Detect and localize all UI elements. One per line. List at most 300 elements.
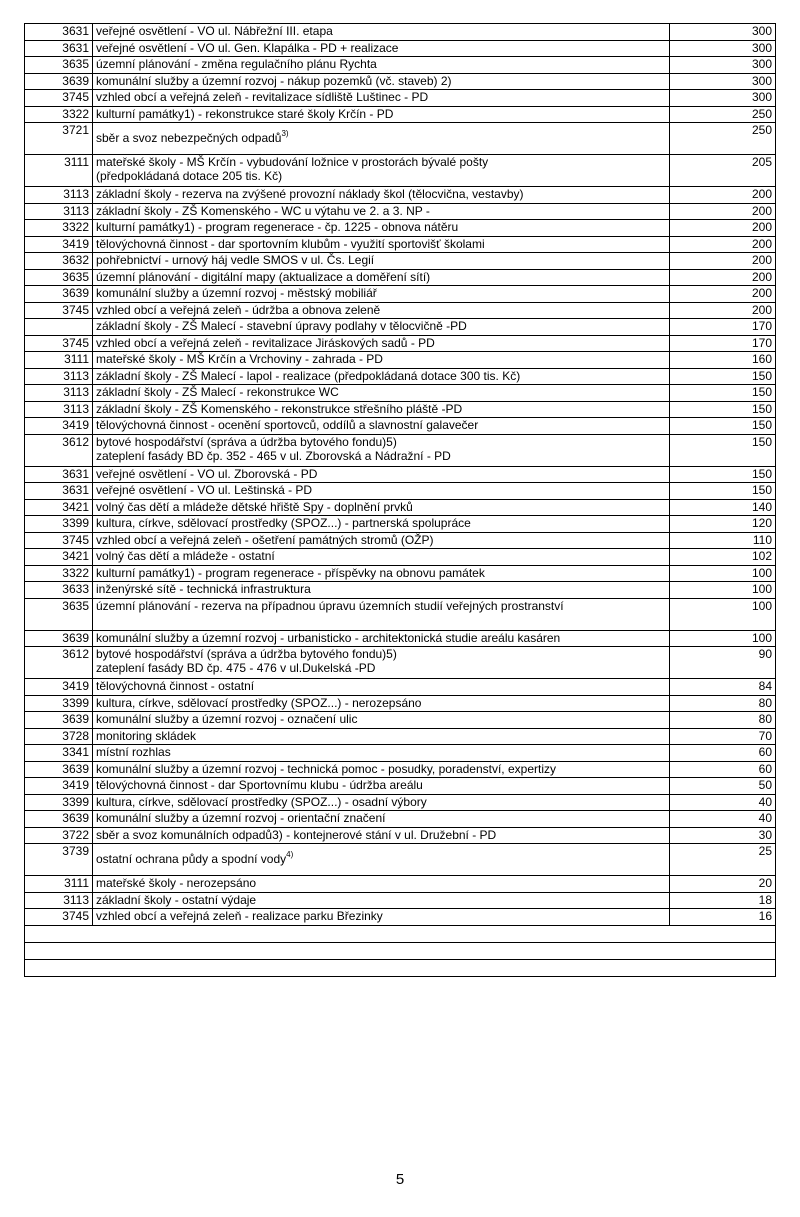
- amount-cell: 60: [670, 761, 776, 778]
- description-line: veřejné osvětlení - VO ul. Nábřežní III. etapa: [96, 24, 333, 38]
- table-row: [25, 712, 776, 729]
- paragraph-code-cell: 3322: [25, 220, 93, 237]
- amount-cell: 102: [670, 549, 776, 566]
- paragraph-code-cell: 3631: [25, 40, 93, 57]
- description-line: tělovýchovná činnost - dar Sportovnímu klubu - údržba areálu: [96, 778, 423, 792]
- description-cell: [93, 630, 670, 647]
- description-cell: [93, 155, 670, 187]
- description-cell: [93, 319, 670, 336]
- description-line: tělovýchovná činnost - dar sportovním klubům - využití sportovišť školami: [96, 236, 485, 251]
- description-line: kultura, církve, sdělovací prostředky (SPOZ...) - nerozepsáno: [96, 695, 422, 710]
- empty-cell: [25, 942, 776, 959]
- paragraph-code-cell: 3631: [25, 483, 93, 500]
- table-row: [25, 811, 776, 828]
- description-cell: [93, 549, 670, 566]
- description-line: volný čas dětí a mládeže - ostatní: [96, 549, 275, 563]
- description-line: základní školy - ostatní výdaje: [96, 892, 257, 907]
- amount-cell: 80: [670, 695, 776, 712]
- description-text: [96, 187, 666, 201]
- description-text: [96, 204, 666, 218]
- paragraph-code-cell: 3113: [25, 385, 93, 402]
- description-line: územní plánování - změna regulačního plánu Rychta: [96, 57, 377, 71]
- amount-cell: 170: [670, 335, 776, 352]
- description-text: [96, 647, 666, 661]
- description-line: sběr a svoz komunálních odpadů3) - kontejnerové stání v ul. Družební - PD: [96, 827, 497, 842]
- table-row: [25, 352, 776, 369]
- amount-cell: 200: [670, 253, 776, 270]
- amount-cell: 140: [670, 499, 776, 516]
- paragraph-code-cell: 3639: [25, 630, 93, 647]
- paragraph-code-cell: 3745: [25, 532, 93, 549]
- description-text: [96, 155, 666, 169]
- description-text: [96, 483, 666, 497]
- paragraph-code-cell: 3113: [25, 187, 93, 204]
- table-row: [25, 269, 776, 286]
- description-line: komunální služby a územní rozvoj - technická pomoc - posudky, poradenství, expertizy: [96, 761, 556, 776]
- description-line: pohřebnictví - urnový háj vedle SMOS v ul. Čs. Legií: [96, 253, 375, 267]
- budget-table: [24, 23, 776, 977]
- description-cell: [93, 236, 670, 253]
- description-cell: [93, 203, 670, 220]
- paragraph-code-cell: 3639: [25, 712, 93, 729]
- description-text: [96, 418, 666, 432]
- amount-cell: 150: [670, 368, 776, 385]
- paragraph-code-cell: 3113: [25, 401, 93, 418]
- description-text: [96, 778, 666, 792]
- description-text: [96, 876, 666, 890]
- paragraph-code-cell: 3739: [25, 844, 93, 876]
- description-cell: [93, 876, 670, 893]
- description-cell: [93, 73, 670, 90]
- paragraph-code-cell: 3728: [25, 728, 93, 745]
- empty-row: [25, 959, 776, 976]
- description-cell: [93, 761, 670, 778]
- amount-cell: 80: [670, 712, 776, 729]
- amount-cell: 18: [670, 892, 776, 909]
- paragraph-code-cell: 3113: [25, 368, 93, 385]
- table-row: [25, 286, 776, 303]
- description-line: mateřské školy - nerozepsáno: [96, 876, 257, 890]
- description-line: kulturní památky1) - program regenerace - čp. 1225 - obnova nátěru: [96, 220, 459, 234]
- description-text: [96, 909, 666, 923]
- description-line: tělovýchovná činnost - ocenění sportovců, oddílů a slavnostní galavečer: [96, 418, 479, 432]
- description-line: vzhled obcí a veřejná zeleň - realizace parku Březinky: [96, 909, 383, 923]
- amount-cell: 100: [670, 582, 776, 599]
- description-text: [96, 729, 666, 743]
- amount-cell: 120: [670, 516, 776, 533]
- table-row: [25, 40, 776, 57]
- paragraph-code-cell: 3111: [25, 155, 93, 187]
- description-text: [96, 679, 666, 693]
- description-line: základní školy - ZŠ Malecí - stavební úpravy podlahy v tělocvičně -PD: [96, 319, 467, 333]
- amount-cell: 150: [670, 418, 776, 435]
- amount-cell: 300: [670, 73, 776, 90]
- description-cell: [93, 335, 670, 352]
- table-row: [25, 647, 776, 679]
- description-text: [96, 402, 666, 416]
- table-row: [25, 434, 776, 466]
- paragraph-code-cell: 3399: [25, 516, 93, 533]
- table-row: [25, 549, 776, 566]
- paragraph-code-cell: 3322: [25, 565, 93, 582]
- table-row: [25, 418, 776, 435]
- description-cell: [93, 728, 670, 745]
- description-line: základní školy - rezerva na zvýšené provozní náklady škol (tělocvična, vestavby): [96, 187, 524, 201]
- page-number: 5: [395, 1171, 405, 1188]
- description-cell: [93, 123, 670, 155]
- empty-cell: [25, 959, 776, 976]
- paragraph-code-cell: 3612: [25, 647, 93, 679]
- amount-cell: 30: [670, 827, 776, 844]
- paragraph-code-cell: 3722: [25, 827, 93, 844]
- description-line: volný čas dětí a mládeže dětské hřiště Spy - doplnění prvků: [96, 499, 413, 514]
- table-row: [25, 368, 776, 385]
- paragraph-code-cell: 3632: [25, 253, 93, 270]
- description-text: [96, 41, 666, 55]
- paragraph-code-cell: 3631: [25, 24, 93, 41]
- amount-cell: 60: [670, 745, 776, 762]
- amount-cell: 205: [670, 155, 776, 187]
- description-text: [96, 90, 666, 104]
- description-line: komunální služby a územní rozvoj - označení ulic: [96, 712, 358, 726]
- paragraph-code-cell: [25, 319, 93, 336]
- description-cell: [93, 24, 670, 41]
- table-row: [25, 761, 776, 778]
- footnote-marker: 3): [281, 129, 289, 138]
- amount-cell: 200: [670, 220, 776, 237]
- amount-cell: 160: [670, 352, 776, 369]
- description-line: vzhled obcí a veřejná zeleň - údržba a obnova zeleně: [96, 302, 381, 317]
- empty-row: [25, 925, 776, 942]
- table-row: [25, 844, 776, 876]
- amount-cell: 100: [670, 630, 776, 647]
- amount-cell: 300: [670, 40, 776, 57]
- table-row: [25, 876, 776, 893]
- description-line: základní školy - ZŠ Malecí - rekonstrukce WC: [96, 385, 339, 399]
- paragraph-code-cell: 3419: [25, 418, 93, 435]
- description-text: [96, 566, 666, 580]
- paragraph-code-cell: 3111: [25, 352, 93, 369]
- paragraph-code-cell: 3639: [25, 811, 93, 828]
- description-text: [96, 533, 666, 547]
- description-line: bytové hospodářství (správa a údržba bytového fondu)5): [96, 647, 397, 661]
- table-row: [25, 582, 776, 599]
- description-cell: [93, 598, 670, 630]
- description-line: komunální služby a územní rozvoj - urbanisticko - architektonická studie areálu kasáren: [96, 630, 561, 645]
- description-cell: [93, 582, 670, 599]
- table-row: [25, 516, 776, 533]
- description-text: [96, 828, 666, 842]
- paragraph-code-cell: 3633: [25, 582, 93, 599]
- description-text: [96, 286, 666, 300]
- table-row: [25, 728, 776, 745]
- amount-cell: 300: [670, 24, 776, 41]
- table-row: [25, 794, 776, 811]
- description-text: [96, 745, 666, 759]
- paragraph-code-cell: 3612: [25, 434, 93, 466]
- description-line: kultura, církve, sdělovací prostředky (SPOZ...) - partnerská spolupráce: [96, 516, 471, 530]
- description-cell: [93, 695, 670, 712]
- description-text: [96, 696, 666, 710]
- paragraph-code-cell: 3745: [25, 90, 93, 107]
- table-row: [25, 253, 776, 270]
- amount-cell: 25: [670, 844, 776, 876]
- description-cell: [93, 499, 670, 516]
- paragraph-code-cell: 3639: [25, 286, 93, 303]
- description-line: veřejné osvětlení - VO ul. Gen. Klapálka - PD + realizace: [96, 40, 399, 55]
- paragraph-code-cell: 3631: [25, 466, 93, 483]
- paragraph-code-cell: 3419: [25, 236, 93, 253]
- table-row: [25, 892, 776, 909]
- description-line: veřejné osvětlení - VO ul. Zborovská - PD: [96, 466, 318, 481]
- table-row: [25, 24, 776, 41]
- description-text: [96, 852, 666, 866]
- description-text: [96, 762, 666, 776]
- amount-cell: 100: [670, 598, 776, 630]
- description-cell: [93, 565, 670, 582]
- description-cell: [93, 385, 670, 402]
- amount-cell: 16: [670, 909, 776, 926]
- description-cell: [93, 269, 670, 286]
- description-text: [96, 319, 666, 333]
- description-text: [96, 24, 666, 38]
- table-row: [25, 630, 776, 647]
- description-text: [96, 712, 666, 726]
- description-text: [96, 107, 666, 121]
- paragraph-code-cell: 3635: [25, 269, 93, 286]
- paragraph-code-cell: 3399: [25, 794, 93, 811]
- paragraph-code-cell: 3745: [25, 302, 93, 319]
- description-cell: [93, 778, 670, 795]
- description-text: [96, 893, 666, 907]
- description-cell: [93, 40, 670, 57]
- description-cell: [93, 892, 670, 909]
- table-row: [25, 909, 776, 926]
- description-text: [96, 131, 666, 145]
- description-cell: [93, 434, 670, 466]
- table-row: [25, 57, 776, 74]
- description-cell: [93, 253, 670, 270]
- description-text: [96, 220, 666, 234]
- table-row: [25, 483, 776, 500]
- amount-cell: 70: [670, 728, 776, 745]
- description-text: [96, 467, 666, 481]
- paragraph-code-cell: 3745: [25, 335, 93, 352]
- paragraph-code-cell: 3113: [25, 892, 93, 909]
- description-cell: [93, 516, 670, 533]
- amount-cell: 150: [670, 401, 776, 418]
- table-row: [25, 203, 776, 220]
- amount-cell: 150: [670, 466, 776, 483]
- paragraph-code-cell: 3635: [25, 57, 93, 74]
- description-line-2: zateplení fasády BD čp. 475 - 476 v ul.Dukelská -PD: [96, 661, 376, 675]
- description-text: [96, 516, 666, 530]
- description-cell: [93, 90, 670, 107]
- description-cell: [93, 483, 670, 500]
- description-text: [96, 237, 666, 251]
- amount-cell: 200: [670, 203, 776, 220]
- description-line: komunální služby a územní rozvoj - orientační značení: [96, 811, 386, 825]
- description-cell: [93, 220, 670, 237]
- description-line: bytové hospodářství (správa a údržba bytového fondu)5): [96, 434, 397, 449]
- table-row: [25, 565, 776, 582]
- table-row: [25, 90, 776, 107]
- paragraph-code-cell: 3639: [25, 761, 93, 778]
- table-row: [25, 220, 776, 237]
- description-cell: [93, 712, 670, 729]
- description-line: základní školy - ZŠ Komenského - rekonstrukce střešního pláště -PD: [96, 401, 463, 416]
- amount-cell: 200: [670, 187, 776, 204]
- amount-cell: 150: [670, 434, 776, 466]
- description-cell: [93, 57, 670, 74]
- paragraph-code-cell: 3419: [25, 679, 93, 696]
- amount-cell: 200: [670, 236, 776, 253]
- description-cell: [93, 352, 670, 369]
- table-row: [25, 319, 776, 336]
- description-cell: [93, 909, 670, 926]
- table-row: [25, 123, 776, 155]
- table-row: [25, 401, 776, 418]
- description-text: [96, 303, 666, 317]
- empty-cell: [25, 925, 776, 942]
- description-line: místní rozhlas: [96, 745, 171, 759]
- paragraph-code-cell: 3721: [25, 123, 93, 155]
- description-cell: [93, 827, 670, 844]
- description-cell: [93, 532, 670, 549]
- description-cell: [93, 418, 670, 435]
- amount-cell: 300: [670, 90, 776, 107]
- description-text: [96, 500, 666, 514]
- table-row: [25, 236, 776, 253]
- amount-cell: 200: [670, 302, 776, 319]
- amount-cell: 90: [670, 647, 776, 679]
- table-row: [25, 385, 776, 402]
- description-text: [96, 795, 666, 809]
- description-line: základní školy - ZŠ Malecí - lapol - realizace (předpokládaná dotace 300 tis. Kč): [96, 368, 521, 383]
- description-line: vzhled obcí a veřejná zeleň - revitalizace sídliště Luštinec - PD: [96, 90, 429, 104]
- amount-cell: 150: [670, 483, 776, 500]
- description-line: vzhled obcí a veřejná zeleň - ošetření památných stromů (OŽP): [96, 532, 434, 547]
- amount-cell: 200: [670, 286, 776, 303]
- amount-cell: 250: [670, 106, 776, 123]
- paragraph-code-cell: 3399: [25, 695, 93, 712]
- paragraph-code-cell: 3421: [25, 499, 93, 516]
- table-row: [25, 106, 776, 123]
- footnote-marker: 4): [286, 850, 294, 859]
- table-row: [25, 499, 776, 516]
- description-text: [96, 253, 666, 267]
- description-line: ostatní ochrana půdy a spodní vody: [96, 852, 287, 866]
- description-line: veřejné osvětlení - VO ul. Leštinská - PD: [96, 483, 313, 497]
- description-line: mateřské školy - MŠ Krčín a Vrchoviny - zahrada - PD: [96, 352, 383, 366]
- amount-cell: 20: [670, 876, 776, 893]
- description-line: mateřské školy - MŠ Krčín - vybudování ložnice v prostorách bývalé pošty: [96, 155, 489, 169]
- description-line-2: zateplení fasády BD čp. 352 - 465 v ul. Zborovská a Nádražní - PD: [96, 448, 451, 463]
- description-cell: [93, 106, 670, 123]
- table-row: [25, 187, 776, 204]
- amount-cell: 110: [670, 532, 776, 549]
- table-row: [25, 679, 776, 696]
- description-line: komunální služby a územní rozvoj - nákup pozemků (vč. staveb) 2): [96, 73, 452, 88]
- description-line: územní plánování - rezerva na případnou úpravu územních studií veřejných prostranství: [96, 598, 564, 613]
- table-row: [25, 745, 776, 762]
- amount-cell: 40: [670, 794, 776, 811]
- description-line: sběr a svoz nebezpečných odpadů: [96, 131, 282, 145]
- amount-cell: 150: [670, 385, 776, 402]
- description-line: vzhled obcí a veřejná zeleň - revitalizace Jiráskových sadů - PD: [96, 335, 435, 350]
- description-text: [96, 549, 666, 563]
- description-cell: [93, 811, 670, 828]
- paragraph-code-cell: 3419: [25, 778, 93, 795]
- description-cell: [93, 844, 670, 876]
- description-text: [96, 369, 666, 383]
- description-line: komunální služby a územní rozvoj - městský mobiliář: [96, 286, 377, 300]
- table-row: [25, 695, 776, 712]
- description-text: [96, 57, 666, 71]
- amount-cell: 170: [670, 319, 776, 336]
- empty-row: [25, 942, 776, 959]
- description-text: [96, 270, 666, 284]
- description-line: územní plánování - digitální mapy (aktualizace a doměření sítí): [96, 269, 431, 284]
- description-text: [96, 74, 666, 88]
- amount-cell: 200: [670, 269, 776, 286]
- paragraph-code-cell: 3111: [25, 876, 93, 893]
- description-cell: [93, 679, 670, 696]
- description-line: monitoring skládek: [96, 728, 197, 743]
- amount-cell: 50: [670, 778, 776, 795]
- description-line-2: (předpokládaná dotace 205 tis. Kč): [96, 169, 283, 183]
- description-cell: [93, 187, 670, 204]
- description-text: [96, 631, 666, 645]
- description-line: základní školy - ZŠ Komenského - WC u výtahu ve 2. a 3. NP -: [96, 203, 430, 218]
- paragraph-code-cell: 3322: [25, 106, 93, 123]
- description-line: inženýrské sítě - technická infrastruktura: [96, 582, 311, 596]
- description-text: [96, 435, 666, 449]
- description-cell: [93, 745, 670, 762]
- description-line: kulturní památky1) - program regenerace - příspěvky na obnovu památek: [96, 565, 485, 580]
- description-text: [96, 385, 666, 399]
- table-row: [25, 302, 776, 319]
- description-cell: [93, 368, 670, 385]
- amount-cell: 250: [670, 123, 776, 155]
- description-text: [96, 582, 666, 596]
- amount-cell: 84: [670, 679, 776, 696]
- description-cell: [93, 401, 670, 418]
- description-cell: [93, 794, 670, 811]
- amount-cell: 40: [670, 811, 776, 828]
- description-text: [96, 336, 666, 350]
- paragraph-code-cell: 3635: [25, 598, 93, 630]
- description-line: tělovýchovná činnost - ostatní: [96, 679, 255, 693]
- table-row: [25, 335, 776, 352]
- paragraph-code-cell: 3113: [25, 203, 93, 220]
- table-row: [25, 155, 776, 187]
- table-row: [25, 598, 776, 630]
- paragraph-code-cell: 3639: [25, 73, 93, 90]
- table-row: [25, 466, 776, 483]
- table-row: [25, 73, 776, 90]
- description-text: [96, 599, 666, 613]
- paragraph-code-cell: 3745: [25, 909, 93, 926]
- budget-table-body: [25, 24, 776, 977]
- amount-cell: 100: [670, 565, 776, 582]
- description-text: [96, 811, 666, 825]
- table-row: [25, 778, 776, 795]
- description-cell: [93, 286, 670, 303]
- description-line: kultura, církve, sdělovací prostředky (SPOZ...) - osadní výbory: [96, 794, 427, 809]
- description-text: [96, 352, 666, 366]
- paragraph-code-cell: 3421: [25, 549, 93, 566]
